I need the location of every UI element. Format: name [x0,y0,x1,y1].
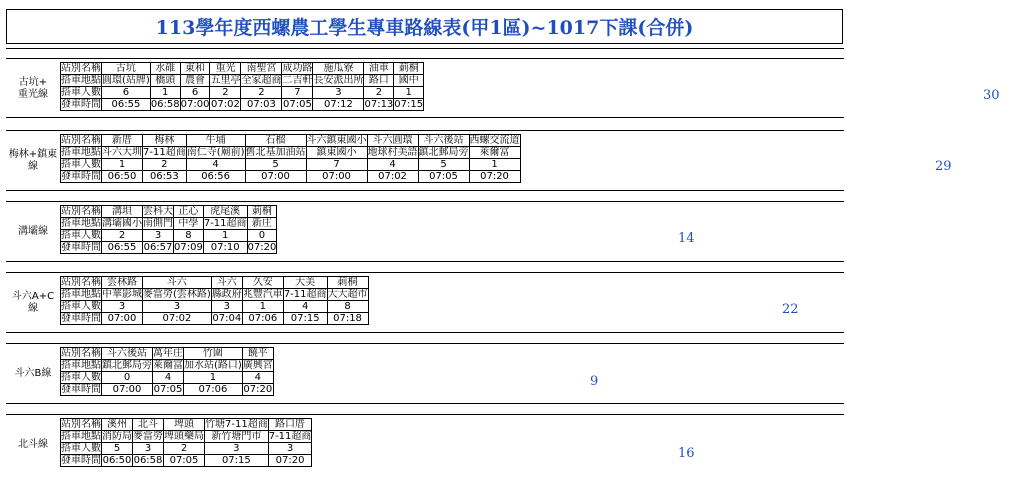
route-name: 梅林+鎮東 線 [8,148,58,172]
section-divider [6,343,844,344]
route-name: 斗六A+C 線 [11,290,55,314]
stop-count-cell: 2 [102,230,143,242]
table-row [61,242,277,254]
stop-station-cell: 成功路 [282,63,313,74]
stop-station-cell: 北斗 [133,419,164,431]
row-header: 搭車地點 [61,431,101,442]
route-name: 溝壩線 [18,225,48,237]
stop-station-cell: 古坑 [102,63,151,75]
stop-station-cell: 新厝 [102,135,143,147]
stop-station-cell: 萬年庄 [153,348,183,359]
stop-time-cell: 07:15 [394,99,424,110]
section-divider [6,201,844,202]
stop-location-cell: 7-11超商 [203,218,247,229]
stop-location-cell: 南仁寺(廟前) [186,147,245,158]
stop-station-cell: 斗六圓環 [367,135,418,147]
stop-count-cell: 1 [203,230,247,242]
stop-time-cell: 07:00 [102,384,153,396]
stop-count-cell: 8 [174,230,204,242]
row-header: 搭車人數 [61,443,101,454]
stop-count-cell: 5 [102,443,133,455]
stop-time-cell: 07:00 [245,171,306,183]
stop-time-cell: 07:15 [205,455,269,467]
stop-station-cell: 雲科大 [143,206,173,217]
table-row [61,301,369,313]
route-table [60,205,277,254]
stop-station-cell: 莿桐 [327,277,368,289]
section-divider [6,48,844,49]
stop-count-cell: 4 [283,301,327,313]
title-box [6,9,843,44]
stop-location-cell: 二吉軒 [282,75,313,86]
row-header: 搭車地點 [61,289,101,300]
stop-time-cell: 07:20 [268,455,312,467]
stop-count-cell: 5 [418,159,469,171]
stop-station-cell: 水碓 [150,63,180,75]
table-row [61,135,521,147]
row-header: 站別名稱 [61,277,101,288]
stop-count-cell: 3 [211,301,242,313]
section-divider [6,332,844,333]
table-row [61,147,521,159]
stop-station-cell: 西螺交流道 [469,135,520,146]
stop-count-cell: 1 [102,159,143,171]
stop-count-cell: 4 [242,372,273,384]
stop-time-cell: 07:03 [241,99,282,111]
stop-station-cell: 雲林路 [102,277,143,289]
stop-time-cell: 07:06 [242,313,283,325]
stop-time-cell: 07:05 [153,384,183,395]
table-row [61,313,369,325]
stop-time-cell: 07:02 [211,99,240,110]
route-total-count: 29 [935,159,952,174]
row-header: 搭車人數 [61,301,101,312]
stop-location-cell: 鎮東國小 [306,147,367,159]
stop-time-cell: 06:55 [102,99,151,111]
stop-time-cell: 07:13 [364,99,394,110]
table-row [61,159,521,171]
stop-station-cell: 大美 [283,277,327,289]
table-row [61,99,424,111]
stop-location-cell: 橋頭 [150,75,180,87]
stop-location-cell: 大大超市 [327,289,368,300]
stop-time-cell: 06:53 [143,171,187,183]
row-header: 發車時間 [61,242,101,253]
stop-location-cell: 國中 [394,75,424,87]
stop-location-cell: 五里亭 [210,75,241,86]
stop-time-cell: 06:56 [186,171,245,183]
table-row [61,372,274,384]
stop-count-cell: 1 [184,372,243,384]
page-title: 113學年度西螺農工學生專車路線表(甲1區)~1017下課(合併) [155,17,694,39]
table-row [61,277,369,289]
stop-time-cell: 07:10 [203,242,247,254]
section-divider [6,403,844,404]
section-divider [6,130,844,131]
stop-location-cell: 圓環(站牌) [102,75,150,86]
stop-count-cell: 7 [306,159,367,171]
row-header: 搭車地點 [61,360,101,371]
stop-time-cell: 06:58 [133,455,163,466]
stop-time-cell: 07:00 [306,171,367,183]
stop-time-cell: 07:00 [102,313,143,325]
stop-station-cell: 斗六後站 [418,135,469,147]
stop-location-cell: 7-11超商 [143,147,186,158]
stop-station-cell: 施瓜寮 [313,63,364,75]
stop-count-cell: 5 [245,159,306,171]
stop-time-cell: 07:05 [283,99,312,110]
stop-location-cell: 溝壩國小 [102,218,142,229]
row-header: 搭車人數 [61,372,101,383]
route-name: 北斗線 [18,438,48,450]
stop-time-cell: 07:06 [184,384,243,396]
stop-count-cell: 3 [102,301,143,313]
table-row [61,87,424,99]
row-header: 發車時間 [61,384,101,395]
stop-location-cell: 加水站(路口) [184,360,242,371]
stop-location-cell: 縣政府 [211,289,242,300]
stop-count-cell: 1 [469,159,520,171]
table-row [61,63,424,75]
stop-location-cell: 萊爾富 [153,360,183,371]
table-row [61,384,274,396]
stop-station-cell: 埤頭 [164,419,205,431]
stop-location-cell: 鎮北郵局旁 [418,147,469,158]
stop-station-cell: 虎尾溪 [203,206,247,218]
stop-location-cell: 鎮北郵局旁 [102,360,152,371]
route-name: 斗六B線 [14,367,52,379]
row-header: 站別名稱 [61,63,101,74]
stop-station-cell: 溝垻 [102,206,143,218]
stop-count-cell: 2 [241,87,282,99]
row-header: 發車時間 [61,99,101,110]
stop-location-cell: 新庄 [247,218,277,230]
stop-station-cell: 重光 [210,63,241,75]
route-total-count: 30 [983,88,1000,103]
stop-location-cell: 南側門 [143,218,173,229]
stop-count-cell: 3 [143,301,212,313]
stop-time-cell: 07:02 [143,313,212,325]
stop-count-cell: 2 [164,443,205,455]
stop-station-cell: 竹塘7-11超商 [205,419,268,430]
section-divider [6,261,844,262]
stop-location-cell: 長安派出所 [313,75,364,86]
stop-station-cell: 路口厝 [268,419,312,431]
route-table [60,134,521,183]
route-table [60,62,424,111]
route-name: 古坑+ 重光線 [18,76,48,100]
stop-count-cell: 4 [186,159,245,171]
section-divider [6,190,844,191]
stop-count-cell: 0 [102,372,153,384]
stop-location-cell: 7-11超商 [283,289,327,300]
route-total-count: 14 [678,231,695,246]
stop-time-cell: 07:02 [367,171,418,183]
route-total-count: 22 [782,302,799,317]
stop-station-cell: 溪州 [102,419,133,431]
stop-count-cell: 3 [205,443,269,455]
row-header: 搭車地點 [61,75,101,86]
table-row [61,455,312,467]
row-header: 搭車人數 [61,230,101,241]
row-header: 站別名稱 [61,135,101,146]
row-header: 搭車人數 [61,159,101,170]
stop-time-cell: 07:20 [243,384,273,395]
stop-count-cell: 6 [102,87,151,99]
stop-station-cell: 斗六鎮東國小 [306,135,367,146]
table-row [61,230,277,242]
row-header: 搭車地點 [61,147,101,158]
section-divider [6,117,844,118]
row-header: 發車時間 [61,171,101,182]
stop-count-cell: 4 [153,372,184,384]
row-header: 站別名稱 [61,348,101,359]
stop-location-cell: 新竹塘門市 [205,431,269,443]
row-header: 發車時間 [61,313,101,324]
stop-location-cell: 地球村美語 [367,147,418,158]
route-table [60,347,274,396]
stop-count-cell: 8 [327,301,368,313]
stop-station-cell: 竹圍 [184,348,243,360]
stop-station-cell: 牛埔 [186,135,245,147]
stop-location-cell: 兆豐汽車 [242,289,283,300]
stop-location-cell: 斗六大圳 [102,147,142,158]
stop-time-cell: 07:09 [174,242,203,253]
stop-count-cell: 7 [282,87,313,99]
stop-station-cell: 久安 [242,277,283,289]
stop-time-cell: 06:57 [143,242,173,253]
stop-station-cell: 莿桐 [247,206,277,218]
stop-location-cell: 中學 [174,218,204,230]
stop-station-cell: 斗六 [143,277,212,289]
stop-count-cell: 3 [133,443,164,455]
stop-time-cell: 06:58 [150,99,180,110]
stop-time-cell: 07:20 [247,242,277,253]
stop-time-cell: 06:50 [102,171,143,183]
section-divider [6,58,844,59]
stop-location-cell: 廣興宮 [242,360,273,371]
table-row [61,75,424,87]
stop-count-cell: 3 [143,230,174,242]
stop-location-cell: 麥當勞 [133,431,163,442]
stop-location-cell: 路口 [364,75,394,87]
row-header: 搭車人數 [61,87,101,98]
stop-time-cell: 06:50 [102,455,132,466]
stop-count-cell: 6 [180,87,210,99]
row-header: 站別名稱 [61,206,101,217]
stop-station-cell: 東和 [180,63,210,75]
route-total-count: 9 [590,374,599,389]
stop-station-cell: 梅林 [143,135,187,147]
stop-station-cell: 正心 [174,206,204,218]
stop-station-cell: 油車 [364,63,394,75]
route-total-count: 16 [678,446,695,461]
table-row [61,289,369,301]
stop-count-cell: 1 [394,87,424,99]
stop-location-cell: 萊爾富 [469,147,520,159]
row-header: 發車時間 [61,455,101,466]
stop-count-cell: 2 [364,87,394,99]
stop-count-cell: 1 [242,301,283,313]
row-header: 搭車地點 [61,218,101,229]
stop-station-cell: 石榴 [245,135,306,147]
stop-time-cell: 06:55 [102,242,143,254]
stop-time-cell: 07:12 [313,99,364,111]
stop-time-cell: 07:20 [469,171,520,183]
stop-count-cell: 4 [367,159,418,171]
stop-time-cell: 07:05 [164,455,205,467]
stop-station-cell: 饒平 [242,348,273,360]
stop-station-cell: 莿桐 [394,63,424,75]
stop-location-cell: 中華影城 [102,289,142,300]
stop-count-cell: 3 [268,443,312,455]
stop-location-cell: 埤頭藥局 [164,431,204,442]
stop-station-cell: 南聖宮 [241,63,282,75]
table-row [61,360,274,372]
stop-count-cell: 0 [247,230,277,242]
stop-count-cell: 3 [313,87,364,99]
section-divider [6,414,844,415]
stop-location-cell: 農會 [180,75,210,87]
stop-time-cell: 07:04 [212,313,242,324]
route-table [60,276,369,325]
table-row [61,443,312,455]
stop-time-cell: 07:00 [180,99,210,110]
stop-location-cell: 舊北基加油站 [245,147,306,158]
stop-time-cell: 07:05 [418,171,469,183]
stop-count-cell: 2 [143,159,187,171]
stop-location-cell: 7-11超商 [268,431,312,442]
stop-time-cell: 07:15 [283,313,327,325]
table-row [61,419,312,431]
stop-station-cell: 斗六 [211,277,242,289]
table-row [61,348,274,360]
route-table [60,418,312,467]
stop-station-cell: 斗六後站 [102,348,153,360]
table-row [61,206,277,218]
stop-location-cell: 全家超商 [241,75,282,86]
stop-count-cell: 2 [210,87,241,99]
stop-count-cell: 1 [150,87,180,99]
stop-location-cell: 麥當勞(雲林路) [143,289,211,300]
stop-location-cell: 消防局 [102,431,132,442]
section-divider [6,272,844,273]
row-header: 站別名稱 [61,419,101,430]
table-row [61,171,521,183]
table-row [61,218,277,230]
stop-time-cell: 07:18 [327,313,368,325]
table-row [61,431,312,443]
